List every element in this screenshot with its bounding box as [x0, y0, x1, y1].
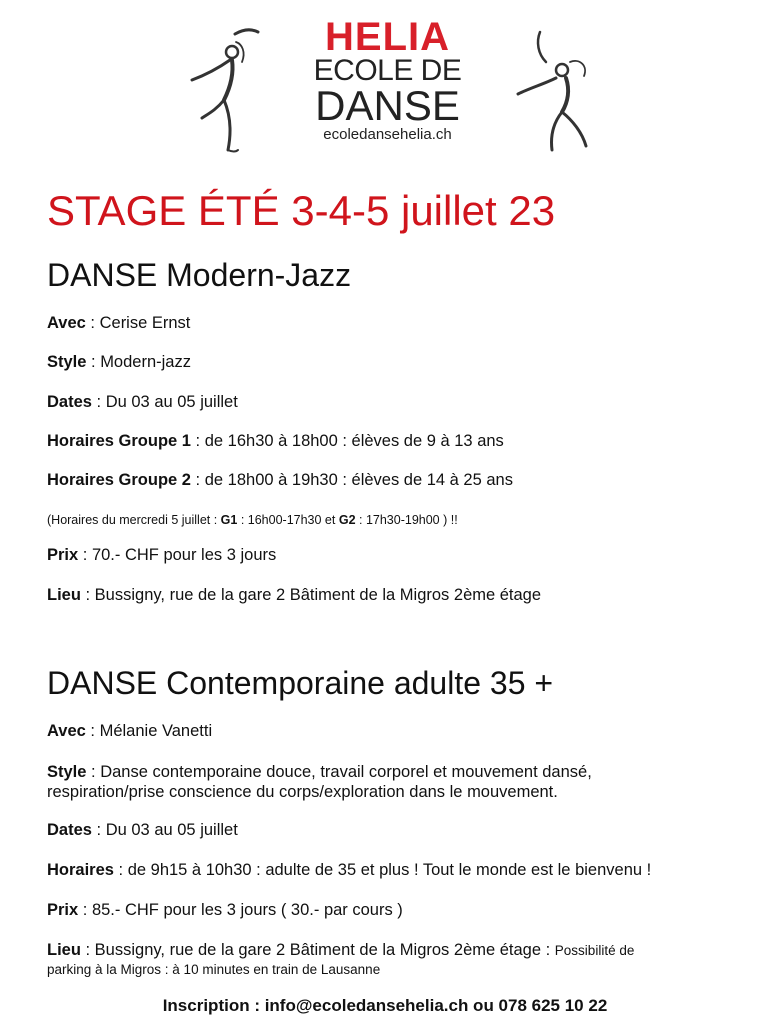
inscription-contact: Inscription : info@ecoledansehelia.ch ou 078 625 10 22 — [162, 996, 608, 1015]
section2-style — [47, 762, 592, 782]
dates-label: Dates — [47, 393, 92, 411]
page-title: STAGE ÉTÉ 3-4-5 juillet 23 — [47, 187, 556, 234]
section1-group1 — [47, 431, 504, 451]
group1-value: : de 16h30 à 18h00 : élèves de 9 à 13 ans — [190, 432, 504, 450]
note-part2: : 16h00-17h30 et — [237, 513, 339, 527]
logo-name: HELIA — [325, 15, 450, 59]
section2-avec — [47, 721, 212, 741]
lieu-note: Possibilité de — [554, 943, 635, 958]
logo-line3: DANSE — [315, 82, 460, 129]
section1-note — [47, 510, 458, 530]
logo — [150, 0, 625, 160]
prix-label: Prix — [47, 901, 79, 919]
dancer-left-icon — [180, 22, 270, 157]
lieu-value: : Bussigny, rue de la gare 2 Bâtiment de la Migros 2ème étage — [80, 586, 542, 604]
section1-style — [47, 352, 191, 372]
logo-url: ecoledansehelia.ch — [323, 126, 452, 143]
note-g1: G1 — [220, 513, 238, 527]
horaires-value: : de 9h15 à 10h30 : adulte de 35 et plus ! Tout le monde est le bienvenu ! — [113, 861, 652, 879]
group2-value: : de 18h00 à 19h30 : élèves de 14 à 25 ans — [190, 471, 513, 489]
prix-value: : 70.- CHF pour les 3 jours — [78, 546, 277, 564]
dancer-right-icon — [510, 22, 600, 157]
section2-prix — [47, 900, 403, 920]
avec-label: Avec — [47, 722, 86, 740]
group2-label: Horaires Groupe 2 — [47, 471, 191, 489]
section2-horaires — [47, 860, 651, 880]
lieu-value: : Bussigny, rue de la gare 2 Bâtiment de la Migros 2ème étage : — [80, 941, 555, 959]
note-g2: G2 — [338, 513, 356, 527]
section2-lieu — [47, 940, 634, 961]
note-part1: (Horaires du mercredi 5 juillet : — [47, 513, 221, 527]
dates-label: Dates — [47, 821, 92, 839]
note-part3: : 17h30-19h00 ) !! — [355, 513, 458, 527]
section1-heading: DANSE Modern-Jazz — [47, 257, 352, 293]
avec-label: Avec — [47, 314, 86, 332]
horaires-label: Horaires — [47, 861, 114, 879]
lieu-label: Lieu — [47, 586, 81, 604]
avec-value: : Cerise Ernst — [85, 314, 191, 332]
section2-lieu-note: parking à la Migros : à 10 minutes en train de Lausanne — [47, 962, 381, 977]
prix-label: Prix — [47, 546, 79, 564]
style-value: : Modern-jazz — [86, 353, 191, 371]
group1-label: Horaires Groupe 1 — [47, 432, 191, 450]
section2-style-cont: respiration/prise conscience du corps/exploration dans le mouvement. — [47, 783, 558, 801]
logo-text — [300, 15, 475, 144]
prix-value: : 85.- CHF pour les 3 jours ( 30.- par cours ) — [78, 901, 403, 919]
dates-value: : Du 03 au 05 juillet — [91, 393, 238, 411]
lieu-label: Lieu — [47, 941, 81, 959]
section1-prix — [47, 545, 276, 565]
section1-lieu — [47, 585, 541, 605]
section1-avec — [47, 313, 190, 333]
style-label: Style — [47, 763, 87, 781]
section2-heading: DANSE Contemporaine adulte 35 + — [47, 665, 554, 701]
section1-dates — [47, 392, 238, 412]
dates-value: : Du 03 au 05 juillet — [91, 821, 238, 839]
section2-dates — [47, 820, 238, 840]
section1-group2 — [47, 470, 513, 490]
avec-value: : Mélanie Vanetti — [85, 722, 213, 740]
logo-line2: ECOLE DE — [313, 54, 462, 87]
style-value: : Danse contemporaine douce, travail corporel et mouvement dansé, — [86, 763, 592, 781]
style-label: Style — [47, 353, 87, 371]
